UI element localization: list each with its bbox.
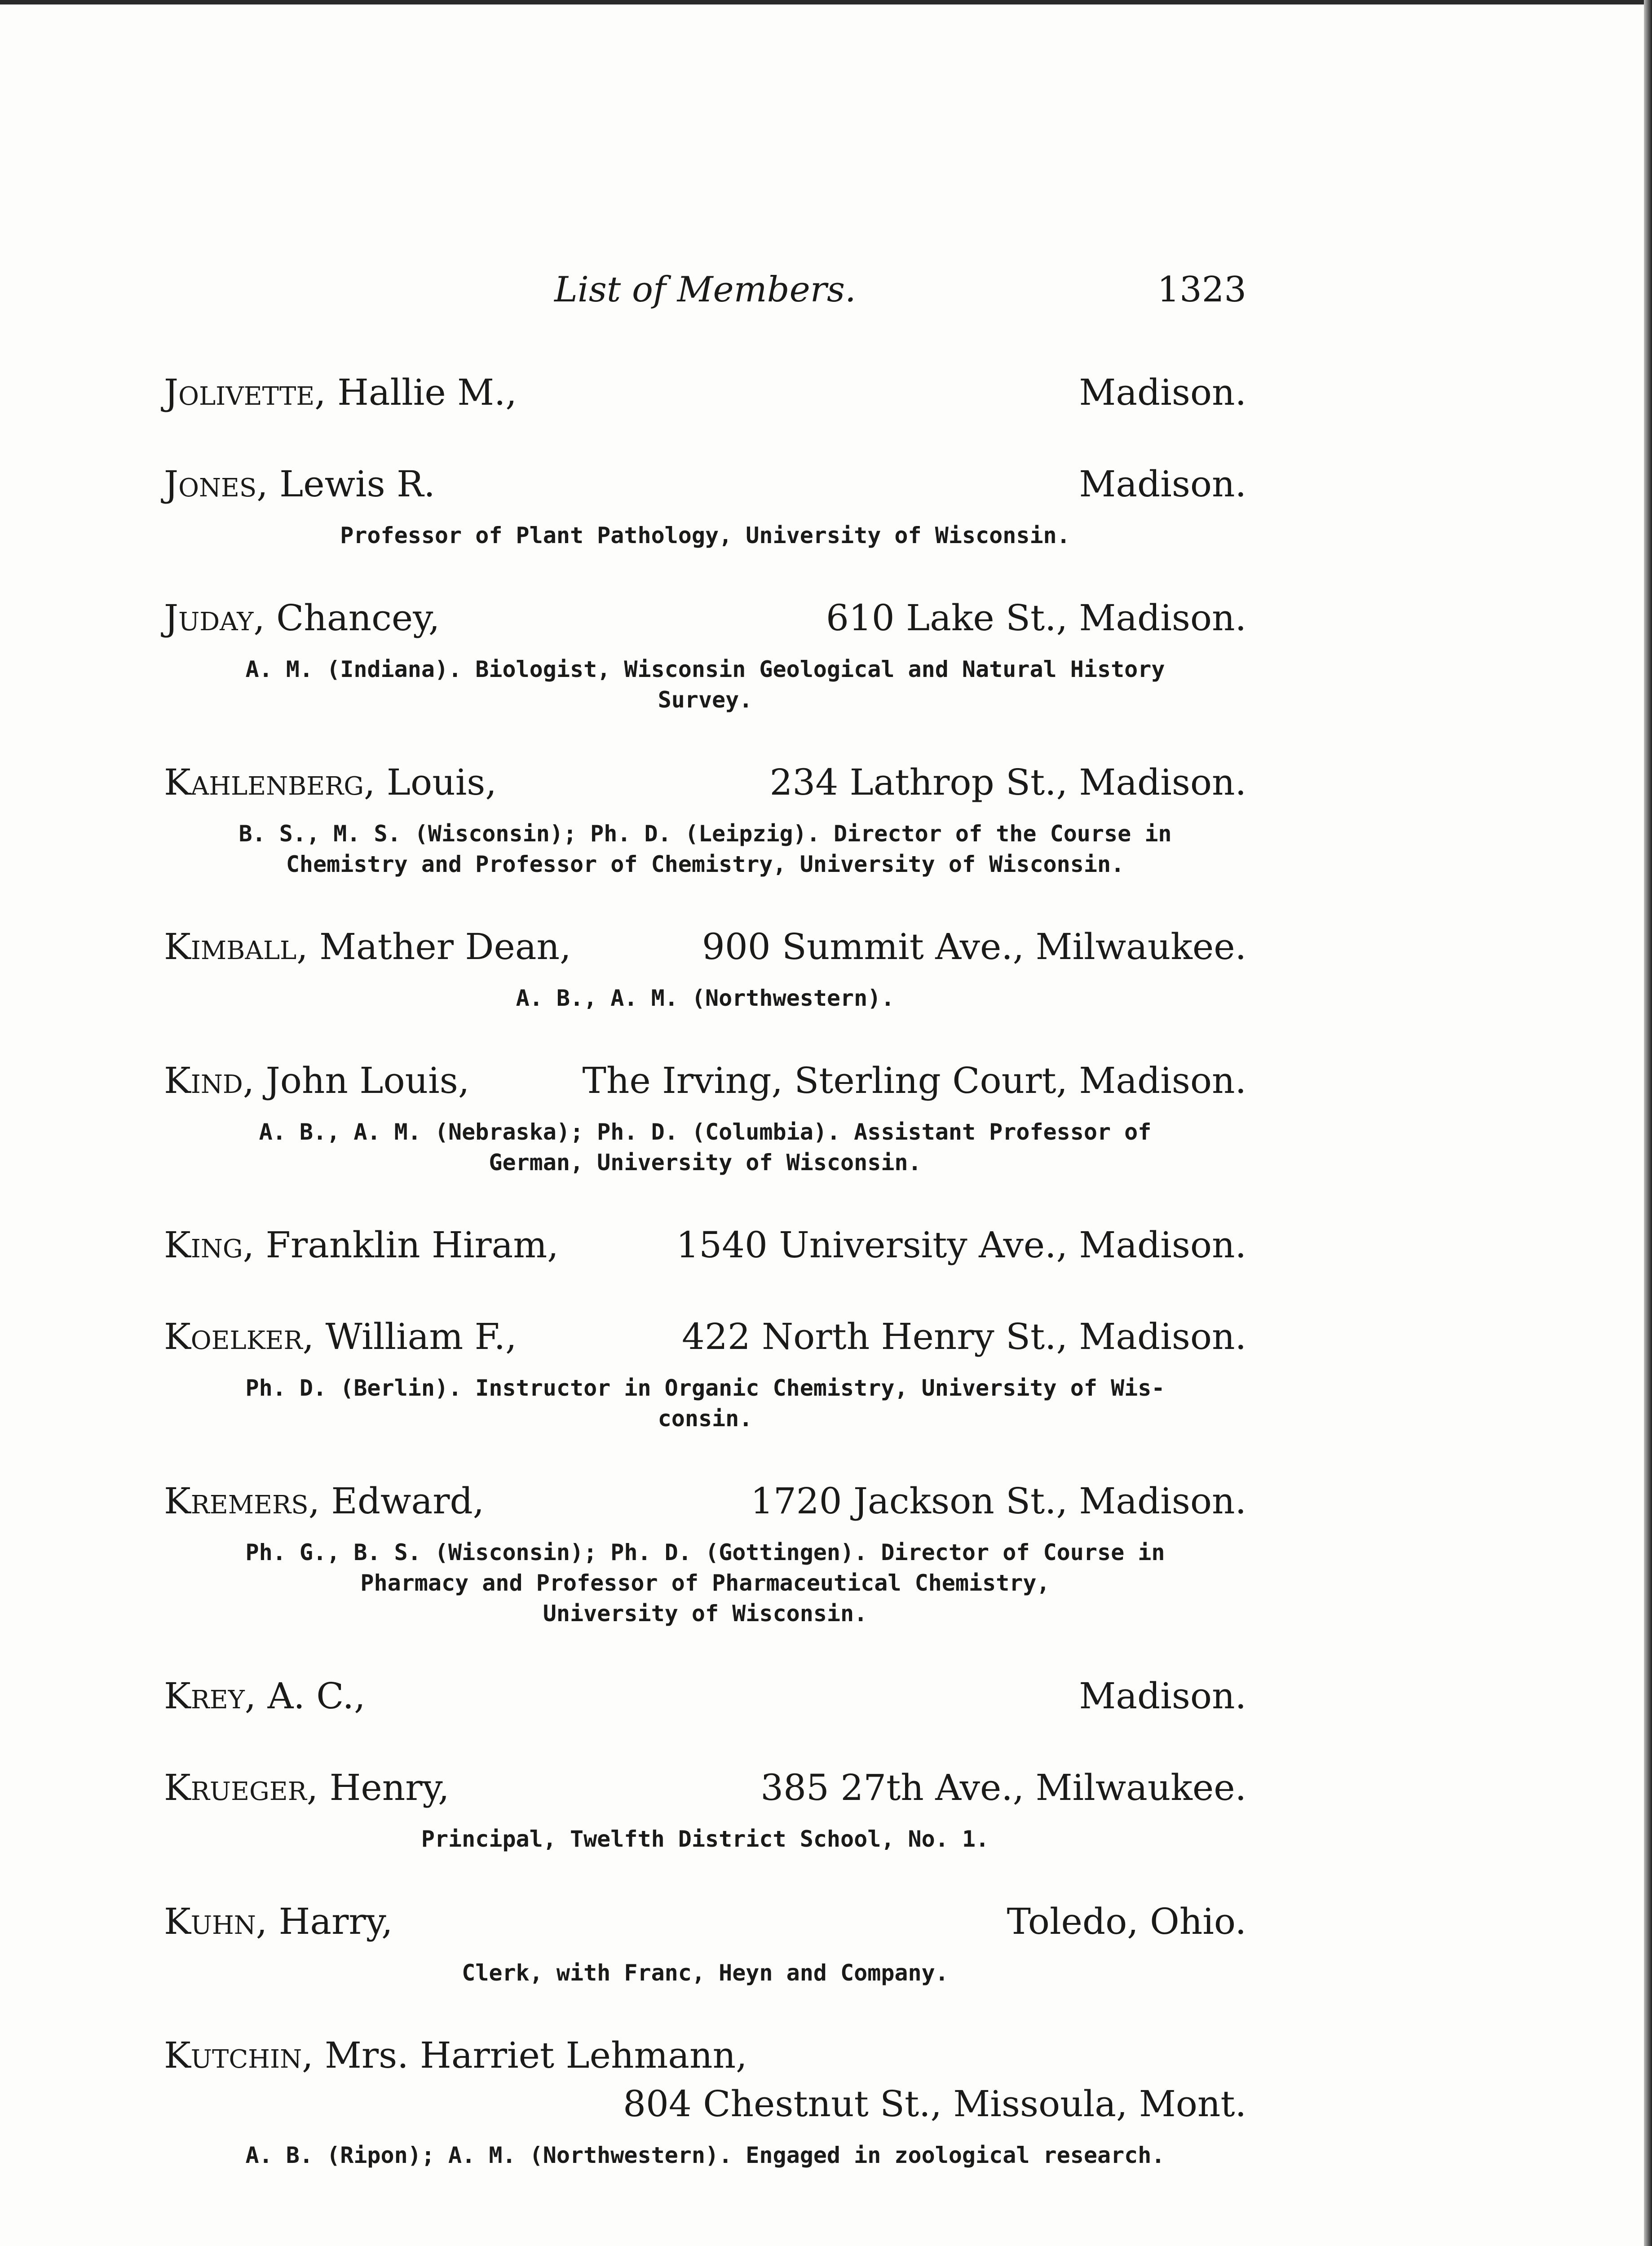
- member-entry: [164, 1897, 1246, 1988]
- member-address: 385 27th Ave., Milwaukee.: [760, 1767, 1246, 1808]
- member-entry: [164, 460, 1246, 551]
- member-description: A. B., A. M. (Nebraska); Ph. D. (Columbia). Assistant Professor of German, University of Wisconsin.: [259, 1119, 1152, 1176]
- member-surname: Jolivette: [164, 371, 315, 413]
- member-name: [164, 594, 440, 642]
- member-given-name: , John Louis,: [243, 1060, 470, 1101]
- member-entry: [164, 1672, 1246, 1720]
- member-surname: Jones: [164, 463, 257, 505]
- member-given-name: , A. C.,: [244, 1675, 366, 1717]
- member-description: Principal, Twelfth District School, No. 1.: [421, 1826, 989, 1852]
- page-content: [164, 270, 1246, 2214]
- member-address: 422 North Henry St., Madison.: [682, 1316, 1246, 1357]
- page-number: 1323: [1157, 270, 1246, 310]
- member-given-name: , Mather Dean,: [296, 926, 571, 968]
- member-name: [164, 1313, 517, 1361]
- member-entry: [164, 1477, 1246, 1629]
- member-name: [164, 1477, 484, 1525]
- running-title: List of Members.: [554, 270, 856, 310]
- scan-edge-top: [0, 0, 1652, 4]
- member-address: 1540 University Ave., Madison.: [676, 1224, 1246, 1266]
- member-list: [164, 368, 1246, 2171]
- member-description: A. B. (Ripon); A. M. (Northwestern). Engaged in zoological research.: [245, 2142, 1165, 2168]
- member-given-name: , Franklin Hiram,: [243, 1224, 559, 1266]
- member-name: [164, 758, 497, 807]
- member-entry: [164, 2031, 1246, 2171]
- member-surname: Koelker: [164, 1316, 303, 1357]
- member-name: [164, 2031, 747, 2080]
- member-address: 610 Lake St., Madison.: [826, 597, 1246, 639]
- member-address: Madison.: [1079, 1675, 1246, 1717]
- member-given-name: , Henry,: [306, 1767, 450, 1808]
- member-description: Professor of Plant Pathology, University of Wisconsin.: [340, 522, 1070, 548]
- member-surname: Kutchin: [164, 2034, 302, 2076]
- member-entry: [164, 1057, 1246, 1178]
- member-entry: [164, 1221, 1246, 1269]
- member-given-name: , William F.,: [302, 1316, 517, 1357]
- member-entry: [164, 1764, 1246, 1854]
- member-given-name: , Harry,: [256, 1901, 393, 1942]
- member-surname: Kuhn: [164, 1901, 256, 1942]
- member-entry: [164, 594, 1246, 715]
- member-given-name: , Louis,: [364, 761, 497, 803]
- member-address: 900 Summit Ave., Milwaukee.: [702, 926, 1246, 968]
- member-name: [164, 1672, 366, 1720]
- member-surname: King: [164, 1224, 243, 1266]
- member-name: [164, 368, 517, 417]
- page-header: [164, 270, 1246, 319]
- member-name: [164, 1057, 469, 1105]
- member-address: Toledo, Ohio.: [1007, 1901, 1246, 1942]
- member-address: Madison.: [1079, 463, 1246, 505]
- member-address: 804 Chestnut St., Missoula, Mont.: [623, 2083, 1246, 2125]
- member-entry: [164, 923, 1246, 1013]
- member-surname: Kremers: [164, 1480, 309, 1522]
- member-address: 234 Lathrop St., Madison.: [769, 761, 1246, 803]
- member-surname: Kimball: [164, 926, 297, 968]
- member-address: The Irving, Sterling Court, Madison.: [582, 1060, 1246, 1101]
- member-surname: Krey: [164, 1675, 245, 1717]
- member-entry: [164, 368, 1246, 417]
- member-address: 1720 Jackson St., Madison.: [750, 1480, 1246, 1522]
- member-given-name: , Mrs. Harriet Lehmann,: [302, 2034, 747, 2076]
- member-surname: Krueger: [164, 1767, 307, 1808]
- member-surname: Juday: [164, 597, 254, 639]
- member-address: Madison.: [1079, 371, 1246, 413]
- member-name: [164, 923, 571, 971]
- member-description: Ph. G., B. S. (Wisconsin); Ph. D. (Gottingen). Director of Course in Pharmacy and Professor of Pharmaceutical Chemistry, University of Wisconsin.: [245, 1539, 1165, 1627]
- member-description: Ph. D. (Berlin). Instructor in Organic Chemistry, University of Wis- consin.: [245, 1375, 1165, 1432]
- member-description: A. B., A. M. (Northwestern).: [516, 985, 895, 1011]
- member-entry: [164, 758, 1246, 880]
- member-description: A. M. (Indiana). Biologist, Wisconsin Geological and Natural History Survey.: [245, 656, 1165, 713]
- scan-edge-right: [1644, 0, 1652, 2246]
- member-name: [164, 1764, 450, 1812]
- member-surname: Kahlenberg: [164, 761, 364, 803]
- member-name: [164, 1221, 559, 1269]
- member-surname: Kind: [164, 1060, 243, 1101]
- member-given-name: , Hallie M.,: [314, 371, 517, 413]
- member-given-name: , Chancey,: [253, 597, 440, 639]
- member-name: [164, 1897, 393, 1946]
- member-description: Clerk, with Franc, Heyn and Company.: [462, 1960, 949, 1986]
- member-given-name: , Lewis R.: [256, 463, 435, 505]
- member-description: B. S., M. S. (Wisconsin); Ph. D. (Leipzig). Director of the Course in Chemistry and Professor of Chemistry, University of Wisconsin.: [239, 821, 1172, 877]
- member-name: [164, 460, 435, 508]
- member-given-name: , Edward,: [308, 1480, 485, 1522]
- member-entry: [164, 1313, 1246, 1434]
